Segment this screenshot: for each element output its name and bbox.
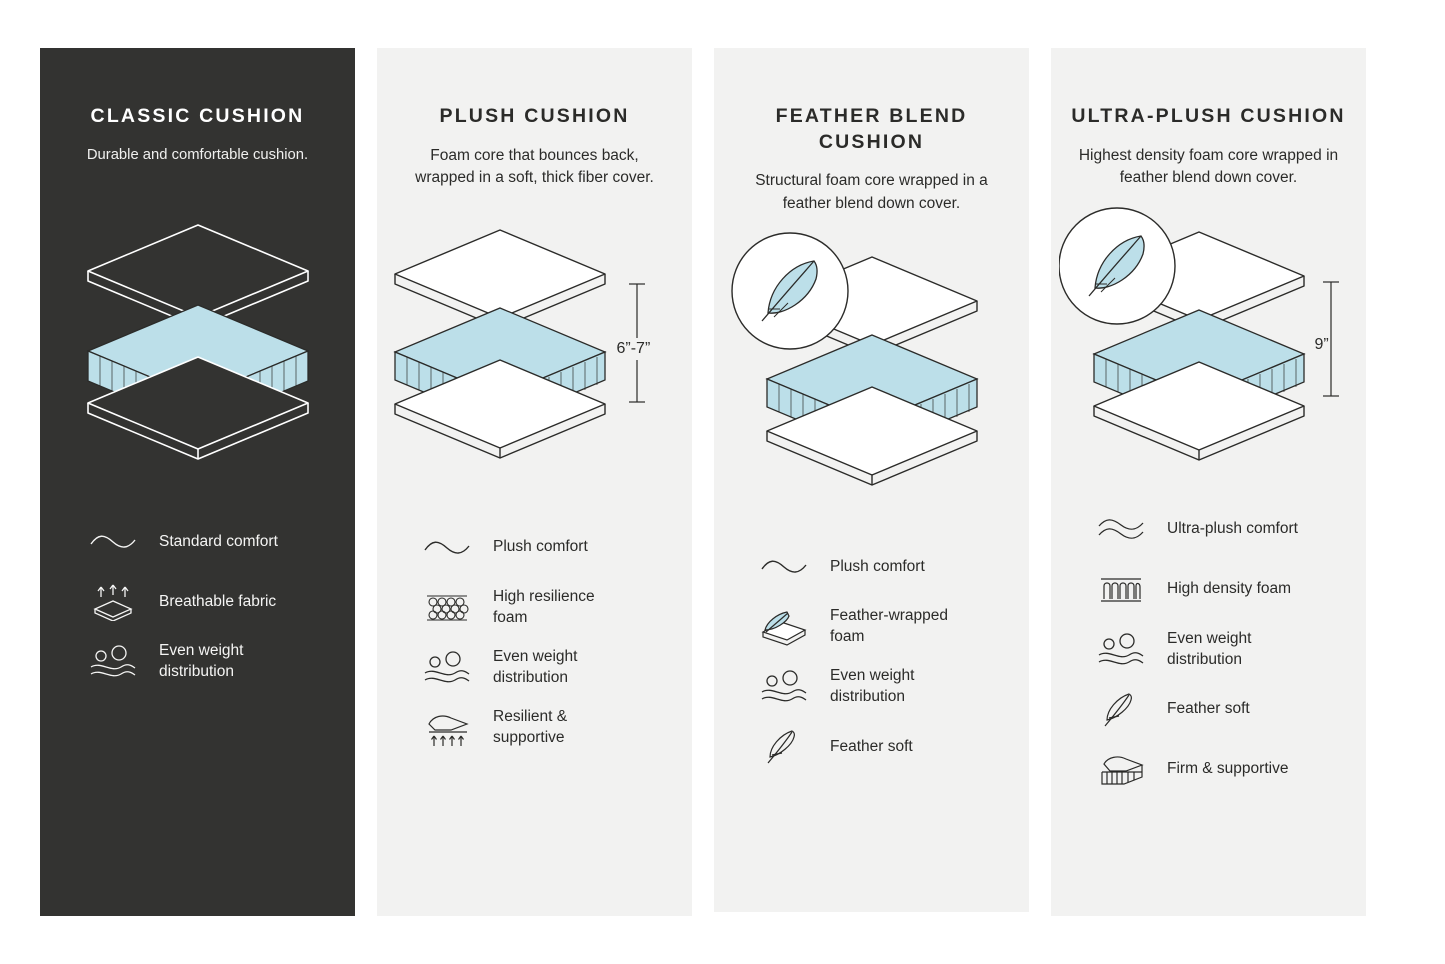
feather-badge-icon [1059, 208, 1175, 324]
feature-item [85, 632, 325, 692]
firm-supportive-icon [1093, 750, 1149, 790]
feature-item [419, 698, 662, 758]
feature-label: Even weight distribution [159, 642, 244, 681]
feature-item [1093, 680, 1336, 740]
wave-comfort-icon [1093, 517, 1149, 543]
feature-label: Feather-wrapped foam [830, 607, 949, 646]
resilient-supportive-icon [419, 708, 475, 748]
even-weight-distribution-icon [419, 650, 475, 686]
feature-list-classic [40, 512, 355, 692]
feature-label: Breathable fabric [159, 592, 277, 610]
wave-comfort-icon [85, 532, 141, 552]
feature-label: Firm & supportive [1167, 760, 1289, 778]
exploded-cushion-illustration [73, 205, 323, 465]
card-title: PLUSH CUSHION [439, 105, 630, 127]
feather-badge-icon [732, 233, 848, 349]
feature-label: Feather soft [830, 737, 913, 755]
even-weight-distribution-icon [756, 669, 812, 705]
feature-label: Resilient & supportive [493, 707, 568, 746]
feature-item [756, 537, 999, 597]
feature-label: Even weight distribution [830, 667, 915, 706]
feature-label: Ultra-plush comfort [1167, 520, 1298, 538]
card-description: Highest density foam core wrapped in feather blend down cover. [1078, 146, 1339, 187]
feature-item [419, 578, 662, 638]
feature-list-ultra-plush [1051, 500, 1366, 800]
even-weight-distribution-icon [85, 644, 141, 680]
high-resilience-foam-icon [419, 590, 475, 626]
feature-label: Even weight distribution [1167, 629, 1252, 668]
cushion-exploded-diagram-feather-blend [714, 229, 1029, 519]
feature-label: Even weight distribution [493, 647, 578, 686]
feature-item [85, 512, 325, 572]
dimension-label: 6”-7” [617, 338, 651, 360]
card-ultra-plush-cushion [1051, 48, 1366, 916]
feature-list-feather-blend [714, 537, 1029, 777]
feature-label: Standard comfort [159, 532, 278, 550]
card-title: FEATHER BLEND CUSHION [775, 105, 968, 153]
card-description: Durable and comfortable cushion. [86, 146, 309, 163]
even-weight-distribution-icon [1093, 632, 1149, 668]
feature-item [1093, 560, 1336, 620]
feather-wrapped-foam-icon [756, 608, 812, 646]
exploded-cushion-illustration [1059, 204, 1359, 494]
card-feather-blend-cushion [714, 48, 1029, 912]
cushion-exploded-diagram-classic [40, 200, 355, 470]
feature-label: Plush comfort [493, 538, 588, 556]
high-density-foam-icon [1093, 574, 1149, 606]
feather-icon [1093, 690, 1149, 730]
feature-item [1093, 620, 1336, 680]
feature-item [1093, 500, 1336, 560]
dimension-label: 9” [1315, 334, 1329, 356]
feature-item [756, 717, 999, 777]
card-title: ULTRA-PLUSH CUSHION [1071, 105, 1346, 127]
cushion-exploded-diagram-ultra-plush [1051, 204, 1366, 494]
feature-item [1093, 740, 1336, 800]
wave-comfort-icon [419, 538, 475, 558]
feature-label: High density foam [1167, 580, 1292, 598]
feature-label: Plush comfort [830, 557, 925, 575]
card-description: Structural foam core wrapped in a feather blend down cover. [755, 172, 988, 212]
feature-item [85, 572, 325, 632]
card-plush-cushion [377, 48, 692, 916]
cushion-exploded-diagram-plush [377, 212, 692, 492]
feature-item [756, 597, 999, 657]
breathable-fabric-icon [85, 583, 141, 621]
card-classic-cushion [40, 48, 355, 916]
card-title: CLASSIC CUSHION [90, 105, 305, 127]
feature-item [419, 638, 662, 698]
wave-comfort-icon [756, 557, 812, 577]
card-description: Foam core that bounces back, wrapped in a soft, thick fiber cover. [415, 146, 654, 187]
feature-label: High resilience foam [493, 587, 595, 626]
feather-icon [756, 727, 812, 767]
feature-label: Feather soft [1167, 700, 1250, 718]
exploded-cushion-illustration [722, 229, 1022, 519]
feature-item [756, 657, 999, 717]
feature-item [419, 518, 662, 578]
feature-list-plush [377, 518, 692, 758]
